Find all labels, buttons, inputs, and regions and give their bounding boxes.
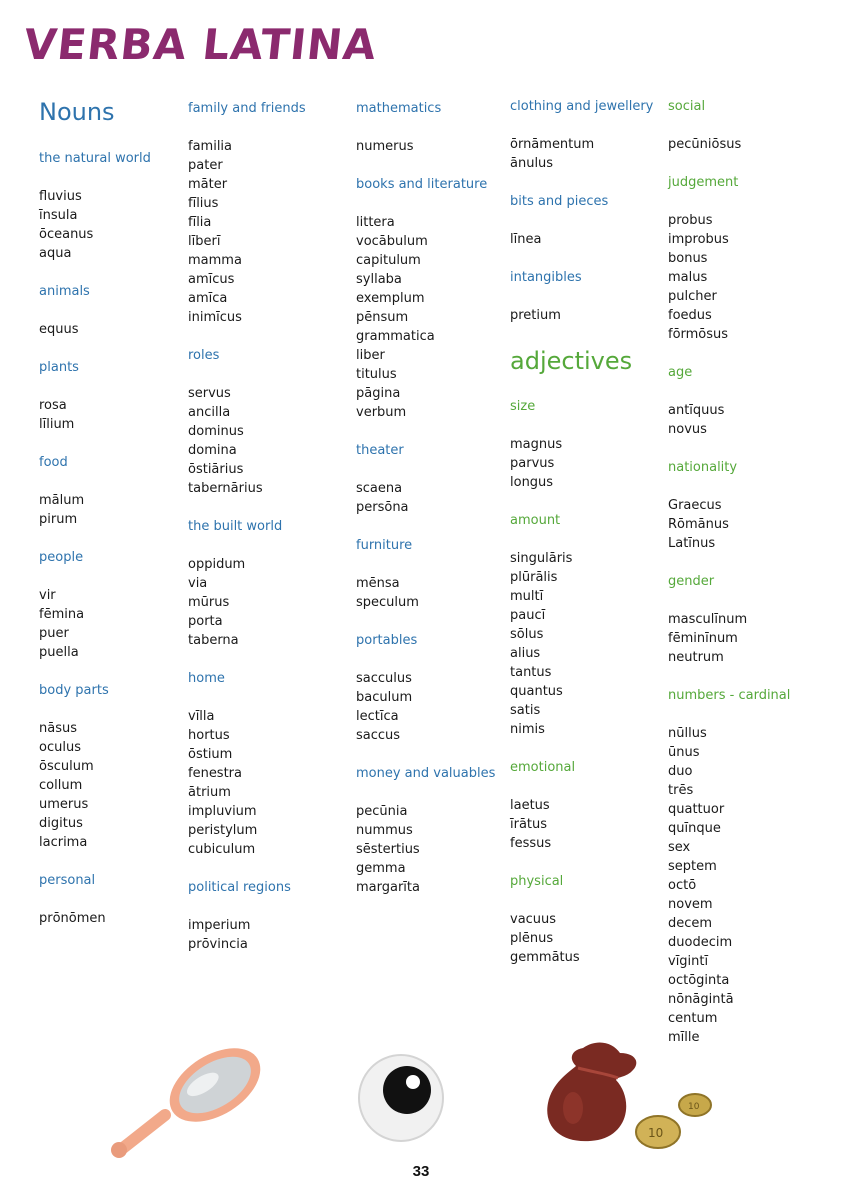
latin-word: peristylum — [188, 823, 258, 838]
latin-word: familia — [188, 139, 233, 154]
latin-word: foedus — [668, 308, 712, 323]
category-heading: portables — [356, 633, 418, 648]
word-list — [668, 496, 729, 553]
latin-word: titulus — [356, 367, 397, 382]
category-heading: the natural world — [39, 151, 151, 166]
latin-word: septem — [668, 859, 717, 874]
latin-word: masculīnum — [668, 612, 748, 627]
latin-word: neutrum — [668, 650, 724, 665]
category-heading: judgement — [668, 175, 739, 190]
latin-word: puer — [39, 626, 69, 641]
word-list — [356, 574, 419, 612]
latin-word: imperium — [188, 918, 251, 933]
latin-word: mamma — [188, 253, 242, 268]
latin-word: līberī — [188, 234, 221, 249]
latin-word: singulāris — [510, 551, 573, 566]
coins-picture — [630, 1088, 715, 1153]
latin-word: littera — [356, 215, 395, 230]
word-list — [510, 549, 572, 739]
latin-word: vacuus — [510, 912, 557, 927]
latin-word: antīquus — [668, 403, 725, 418]
latin-word: octōginta — [668, 973, 730, 988]
latin-word: pretium — [510, 308, 561, 323]
word-list — [188, 137, 242, 327]
word-list — [356, 213, 435, 422]
word-list — [668, 610, 747, 667]
latin-word: rosa — [39, 398, 67, 413]
latin-word: lectīca — [356, 709, 399, 724]
page-number: 33 — [412, 1163, 430, 1180]
category-heading: numbers - cardinal — [668, 688, 791, 703]
word-list — [188, 384, 263, 498]
latin-word: paucī — [510, 608, 546, 623]
latin-word: ūnus — [668, 745, 700, 760]
category-heading: bits and pieces — [510, 194, 609, 209]
word-list — [510, 306, 561, 325]
latin-word: pecūniōsus — [668, 137, 742, 152]
money-bag-picture — [538, 1038, 643, 1148]
category-heading: animals — [39, 284, 90, 299]
latin-word: lacrima — [39, 835, 88, 850]
latin-word: gemmātus — [510, 950, 580, 965]
word-list — [356, 479, 409, 517]
word-list — [39, 719, 94, 852]
latin-word: pirum — [39, 512, 78, 527]
latin-word: ōrnāmentum — [510, 137, 595, 152]
latin-word: sacculus — [356, 671, 412, 686]
latin-word: fīlia — [188, 215, 212, 230]
latin-word: duo — [668, 764, 693, 779]
latin-word: prōvincia — [188, 937, 248, 952]
latin-word: vocābulum — [356, 234, 428, 249]
word-list — [188, 707, 257, 859]
latin-word: ānulus — [510, 156, 554, 171]
latin-word: Latīnus — [668, 536, 716, 551]
latin-word: līnea — [510, 232, 542, 247]
latin-word: equus — [39, 322, 79, 337]
latin-word: amīca — [188, 291, 228, 306]
latin-word: scaena — [356, 481, 403, 496]
latin-word: longus — [510, 475, 554, 490]
latin-word: magnus — [510, 437, 563, 452]
latin-word: laetus — [510, 798, 550, 813]
word-list — [510, 135, 594, 173]
latin-word: duodecim — [668, 935, 733, 950]
section-title: adjectives — [510, 347, 633, 375]
word-list — [510, 910, 580, 967]
page-title: VERBA LATINA — [21, 20, 380, 69]
section-title: Nouns — [39, 98, 115, 126]
category-heading: physical — [510, 874, 564, 889]
latin-word: capitulum — [356, 253, 421, 268]
latin-word: numerus — [356, 139, 414, 154]
category-heading: roles — [188, 348, 220, 363]
latin-word: Rōmānus — [668, 517, 729, 532]
word-list — [39, 586, 84, 662]
latin-word: quattuor — [668, 802, 725, 817]
latin-word: Graecus — [668, 498, 722, 513]
latin-word: exemplum — [356, 291, 425, 306]
latin-word: digitus — [39, 816, 83, 831]
latin-word: porta — [188, 614, 223, 629]
word-list — [668, 724, 734, 1047]
latin-word: collum — [39, 778, 83, 793]
latin-word: pater — [188, 158, 223, 173]
latin-word: ancilla — [188, 405, 231, 420]
latin-word: mālum — [39, 493, 85, 508]
latin-word: nummus — [356, 823, 413, 838]
latin-word: aqua — [39, 246, 72, 261]
latin-word: ātrium — [188, 785, 231, 800]
category-heading: emotional — [510, 760, 576, 775]
latin-word: quīnque — [668, 821, 721, 836]
latin-word: puella — [39, 645, 79, 660]
word-list — [39, 396, 74, 434]
word-list — [510, 796, 551, 853]
latin-word: oppidum — [188, 557, 246, 572]
latin-word: hortus — [188, 728, 230, 743]
latin-word: vīgintī — [668, 954, 709, 969]
latin-word: tabernārius — [188, 481, 263, 496]
latin-word: domina — [188, 443, 237, 458]
word-list — [356, 137, 414, 156]
word-list — [356, 802, 420, 897]
latin-word: octō — [668, 878, 697, 893]
latin-word: ōceanus — [39, 227, 94, 242]
latin-word: mēnsa — [356, 576, 400, 591]
word-list — [510, 230, 541, 249]
latin-word: ōsculum — [39, 759, 94, 774]
latin-word: cubiculum — [188, 842, 256, 857]
latin-word: fēmina — [39, 607, 85, 622]
svg-text:10: 10 — [688, 1102, 700, 1112]
word-list — [668, 401, 724, 439]
latin-word: impluvium — [188, 804, 257, 819]
latin-word: dominus — [188, 424, 244, 439]
latin-word: decem — [668, 916, 713, 931]
category-heading: amount — [510, 513, 561, 528]
latin-word: pecūnia — [356, 804, 408, 819]
latin-word: multī — [510, 589, 544, 604]
word-list — [39, 491, 84, 529]
latin-word: ōstiārius — [188, 462, 244, 477]
latin-word: fluvius — [39, 189, 82, 204]
word-list — [39, 909, 106, 928]
latin-word: vir — [39, 588, 56, 603]
latin-word: fenestra — [188, 766, 242, 781]
category-heading: size — [510, 399, 536, 414]
category-heading: food — [39, 455, 68, 470]
eyeball-picture — [355, 1052, 450, 1144]
latin-word: pēnsum — [356, 310, 409, 325]
category-heading: intangibles — [510, 270, 582, 285]
latin-word: fōrmōsus — [668, 327, 729, 342]
word-list — [39, 187, 93, 263]
word-list — [356, 669, 412, 745]
category-heading: personal — [39, 873, 96, 888]
latin-word: quantus — [510, 684, 563, 699]
latin-word: pulcher — [668, 289, 717, 304]
category-heading: plants — [39, 360, 79, 375]
latin-word: margarīta — [356, 880, 420, 895]
category-heading: mathematics — [356, 101, 442, 116]
word-list — [188, 916, 250, 954]
latin-word: sex — [668, 840, 691, 855]
category-heading: clothing and jewellery — [510, 99, 654, 114]
category-heading: nationality — [668, 460, 738, 475]
latin-word: bonus — [668, 251, 708, 266]
latin-word: īnsula — [39, 208, 78, 223]
latin-word: baculum — [356, 690, 413, 705]
latin-word: fēminīnum — [668, 631, 738, 646]
latin-word: sōlus — [510, 627, 544, 642]
latin-word: persōna — [356, 500, 409, 515]
latin-word: mīlle — [668, 1030, 700, 1045]
latin-word: sēstertius — [356, 842, 420, 857]
latin-word: īrātus — [510, 817, 548, 832]
word-list — [668, 135, 741, 154]
latin-word: oculus — [39, 740, 81, 755]
category-heading: home — [188, 671, 225, 686]
latin-word: inimīcus — [188, 310, 242, 325]
category-heading: political regions — [188, 880, 291, 895]
latin-word: centum — [668, 1011, 718, 1026]
word-list — [188, 555, 245, 650]
category-heading: age — [668, 365, 693, 380]
latin-word: novus — [668, 422, 707, 437]
latin-word: malus — [668, 270, 708, 285]
latin-word: via — [188, 576, 208, 591]
latin-word: speculum — [356, 595, 419, 610]
latin-word: grammatica — [356, 329, 435, 344]
category-heading: family and friends — [188, 101, 306, 116]
latin-word: nūllus — [668, 726, 707, 741]
latin-word: fīlius — [188, 196, 219, 211]
latin-word: prōnōmen — [39, 911, 106, 926]
word-list — [668, 211, 729, 344]
category-heading: furniture — [356, 538, 413, 553]
category-heading: theater — [356, 443, 404, 458]
latin-word: māter — [188, 177, 228, 192]
latin-word: taberna — [188, 633, 239, 648]
word-list — [39, 320, 79, 339]
category-heading: body parts — [39, 683, 109, 698]
latin-word: amīcus — [188, 272, 235, 287]
latin-word: pāgina — [356, 386, 401, 401]
latin-word: umerus — [39, 797, 89, 812]
category-heading: money and valuables — [356, 766, 496, 781]
latin-word: parvus — [510, 456, 555, 471]
latin-word: improbus — [668, 232, 729, 247]
latin-word: mūrus — [188, 595, 230, 610]
latin-word: plēnus — [510, 931, 554, 946]
latin-word: nōnāgintā — [668, 992, 734, 1007]
latin-word: alius — [510, 646, 541, 661]
latin-word: plūrālis — [510, 570, 558, 585]
latin-word: gemma — [356, 861, 406, 876]
latin-word: tantus — [510, 665, 552, 680]
latin-word: nāsus — [39, 721, 77, 736]
latin-word: servus — [188, 386, 231, 401]
latin-word: nimis — [510, 722, 545, 737]
latin-word: trēs — [668, 783, 694, 798]
latin-word: satis — [510, 703, 541, 718]
latin-word: probus — [668, 213, 713, 228]
category-heading: books and literature — [356, 177, 488, 192]
latin-word: ōstium — [188, 747, 233, 762]
latin-word: novem — [668, 897, 713, 912]
hand-mirror-picture — [105, 1040, 270, 1160]
category-heading: the built world — [188, 519, 283, 534]
category-heading: social — [668, 99, 706, 114]
category-heading: gender — [668, 574, 715, 589]
latin-word: liber — [356, 348, 385, 363]
latin-word: fessus — [510, 836, 552, 851]
latin-word: vīlla — [188, 709, 215, 724]
latin-word: verbum — [356, 405, 407, 420]
svg-text:10: 10 — [648, 1126, 664, 1140]
category-heading: people — [39, 550, 84, 565]
latin-word: syllaba — [356, 272, 402, 287]
word-list — [510, 435, 562, 492]
latin-word: līlium — [39, 417, 75, 432]
latin-word: saccus — [356, 728, 401, 743]
